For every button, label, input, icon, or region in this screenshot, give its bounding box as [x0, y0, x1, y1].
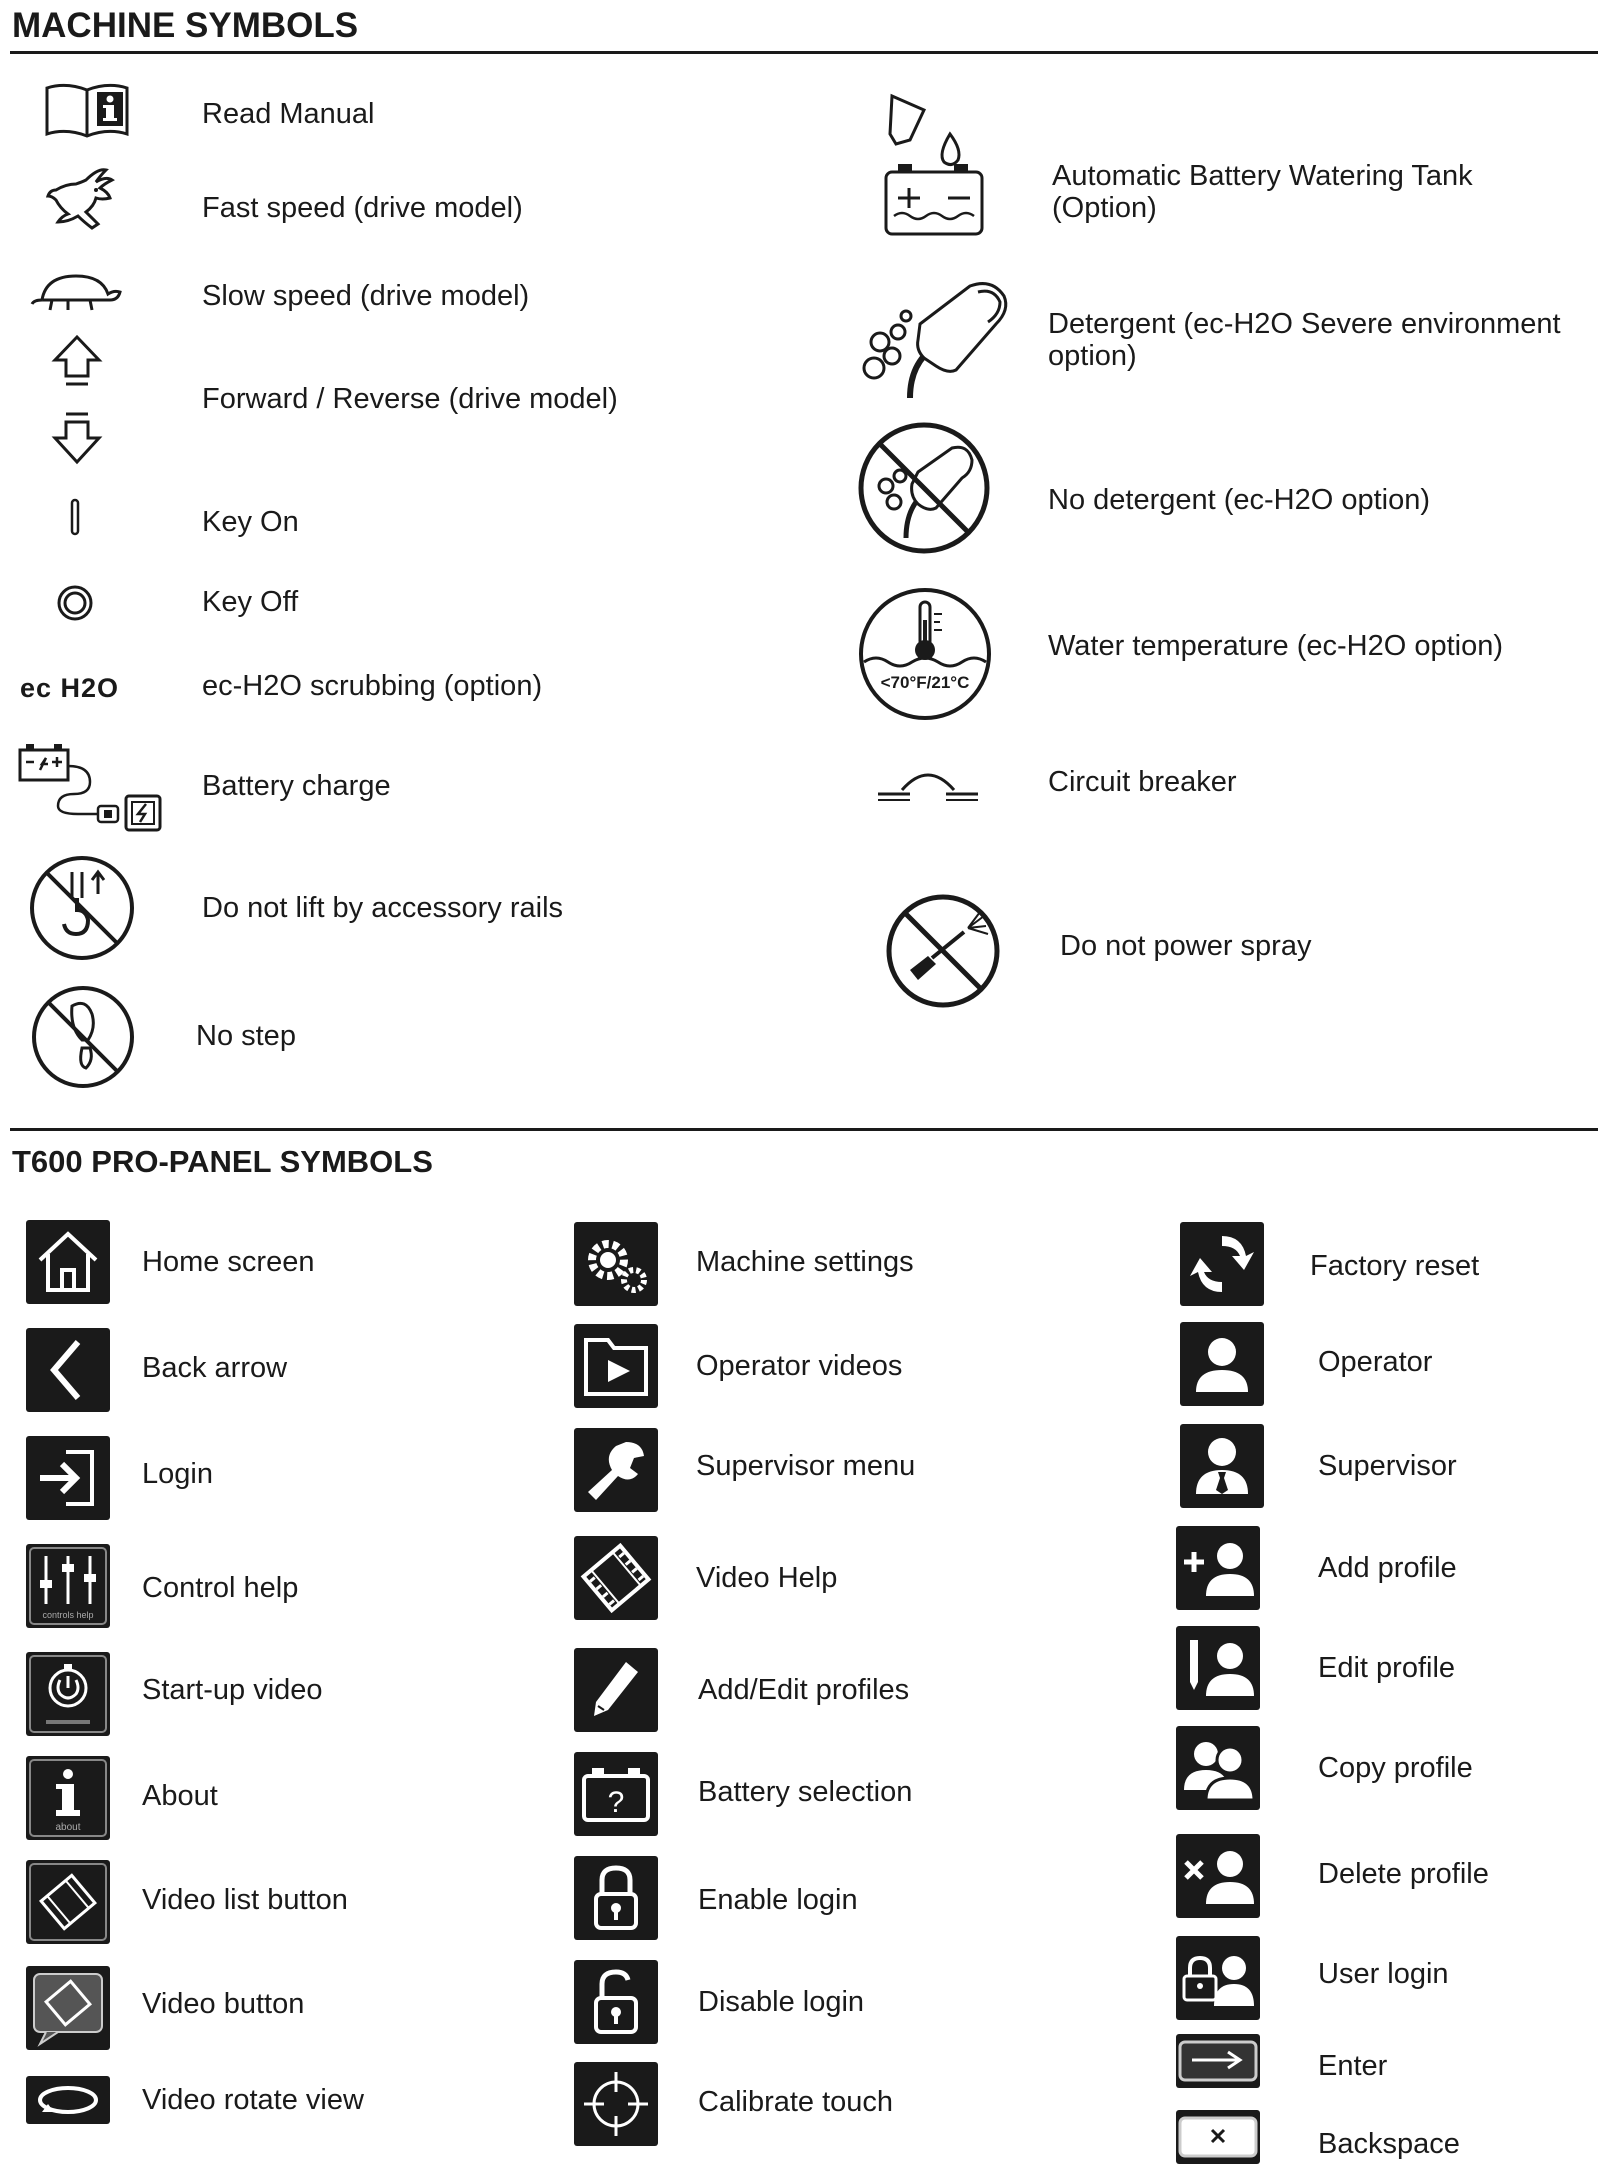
- operator-label: Operator: [1318, 1346, 1433, 1378]
- detergent-label: Detergent (ec-H2O Severe environment: [1048, 308, 1561, 340]
- back-arrow-icon: [26, 1328, 110, 1412]
- film-icon: [574, 1536, 658, 1620]
- water-temperature-label: Water temperature (ec-H2O option): [1048, 630, 1504, 662]
- slow-speed-label: Slow speed (drive model): [202, 280, 530, 312]
- enable-login-label: Enable login: [698, 1884, 858, 1916]
- wrench-icon: [574, 1428, 658, 1512]
- key-off-label: Key Off: [202, 586, 299, 618]
- about-caption: about: [55, 1822, 81, 1833]
- control-help-icon: [26, 1544, 110, 1628]
- ec-h2o-icon: ec H2O: [20, 673, 120, 703]
- no-power-spray-label: Do not power spray: [1060, 930, 1312, 962]
- video-rotate-label: Video rotate view: [142, 2084, 364, 2116]
- turtle-icon: [30, 270, 122, 314]
- edit-profile-label: Edit profile: [1318, 1652, 1456, 1684]
- user-login-label: User login: [1318, 1958, 1449, 1990]
- login-label: Login: [142, 1458, 213, 1490]
- ec-h2o-label: ec-H2O scrubbing (option): [202, 670, 543, 702]
- water-temperature-icon: [856, 586, 994, 722]
- enter-label: Enter: [1318, 2050, 1388, 2082]
- enter-icon: [1176, 2034, 1260, 2088]
- backspace-icon: [1176, 2110, 1260, 2164]
- add-profile-label: Add profile: [1318, 1552, 1457, 1584]
- detergent-label-line2: option): [1048, 340, 1137, 372]
- battery-watering-label-line2: (Option): [1052, 192, 1157, 224]
- factory-reset-icon: [1180, 1222, 1264, 1306]
- no-step-icon: [30, 984, 136, 1090]
- user-login-icon: [1176, 1936, 1260, 2020]
- edit-profile-icon: [1176, 1626, 1260, 1710]
- battery-watering-icon: [880, 92, 992, 242]
- operator-videos-icon: [574, 1324, 658, 1408]
- operator-videos-label: Operator videos: [696, 1350, 903, 1382]
- delete-profile-icon: [1176, 1834, 1260, 1918]
- fast-speed-label: Fast speed (drive model): [202, 192, 523, 224]
- video-list-label: Video list button: [142, 1884, 348, 1916]
- key-off-icon: [56, 584, 94, 622]
- battery-watering-label: Automatic Battery Watering Tank: [1052, 160, 1473, 192]
- supervisor-icon: [1180, 1424, 1264, 1508]
- battery-charge-label: Battery charge: [202, 770, 391, 802]
- lock-closed-icon: [574, 1856, 658, 1940]
- video-list-icon: [26, 1860, 110, 1944]
- video-button-label: Video button: [142, 1988, 305, 2020]
- no-step-label: No step: [196, 1020, 296, 1052]
- delete-profile-label: Delete profile: [1318, 1858, 1489, 1890]
- back-arrow-label: Back arrow: [142, 1352, 288, 1384]
- factory-reset-label: Factory reset: [1310, 1250, 1480, 1282]
- supervisor-label: Supervisor: [1318, 1450, 1457, 1482]
- home-screen-label: Home screen: [142, 1246, 315, 1278]
- startup-video-icon: [26, 1652, 110, 1736]
- panel-symbols-heading: T600 PRO-PANEL SYMBOLS: [12, 1144, 433, 1179]
- circuit-breaker-label: Circuit breaker: [1048, 766, 1237, 798]
- pencil-icon: [574, 1648, 658, 1732]
- supervisor-menu-label: Supervisor menu: [696, 1450, 916, 1482]
- copy-profile-icon: [1176, 1726, 1260, 1810]
- machine-symbols-heading: MACHINE SYMBOLS: [12, 6, 359, 45]
- video-help-label: Video Help: [696, 1562, 838, 1594]
- video-rotate-icon: [26, 2076, 110, 2124]
- no-lift-label: Do not lift by accessory rails: [202, 892, 564, 924]
- video-button-icon: [26, 1966, 110, 2050]
- add-edit-profiles-label: Add/Edit profiles: [698, 1674, 910, 1706]
- forward-reverse-label: Forward / Reverse (drive model): [202, 383, 618, 415]
- svg-text:?: ?: [607, 1786, 625, 1819]
- circuit-breaker-icon: [876, 760, 980, 802]
- key-on-icon: [68, 498, 82, 536]
- login-icon: [26, 1436, 110, 1520]
- no-detergent-label: No detergent (ec-H2O option): [1048, 484, 1431, 516]
- about-label: About: [142, 1780, 218, 1812]
- add-profile-icon: [1176, 1526, 1260, 1610]
- panel-symbols-rule: [10, 1128, 1598, 1131]
- control-help-caption: controls help: [42, 1610, 94, 1620]
- startup-video-label: Start-up video: [142, 1674, 323, 1706]
- read-manual-icon: [44, 80, 130, 138]
- calibrate-touch-label: Calibrate touch: [698, 2086, 894, 2118]
- temperature-threshold-text: <70°F/21°C: [880, 673, 970, 692]
- forward-reverse-arrows-icon: [52, 334, 102, 466]
- lock-open-icon: [574, 1960, 658, 2044]
- machine-settings-label: Machine settings: [696, 1246, 914, 1278]
- battery-selection-label: Battery selection: [698, 1776, 913, 1808]
- gears-icon: [574, 1222, 658, 1306]
- no-detergent-icon: [856, 420, 992, 556]
- about-icon: [26, 1756, 110, 1840]
- backspace-label: Backspace: [1318, 2128, 1460, 2160]
- detergent-icon: [860, 280, 1012, 404]
- rabbit-icon: [46, 166, 124, 236]
- crosshair-icon: [574, 2062, 658, 2146]
- machine-symbols-rule: [10, 51, 1598, 54]
- copy-profile-label: Copy profile: [1318, 1752, 1473, 1784]
- home-icon: [26, 1220, 110, 1304]
- no-power-spray-icon: [884, 892, 1002, 1010]
- battery-question-icon: [574, 1752, 658, 1836]
- operator-icon: [1180, 1322, 1264, 1406]
- disable-login-label: Disable login: [698, 1986, 865, 2018]
- key-on-label: Key On: [202, 506, 299, 538]
- control-help-label: Control help: [142, 1572, 299, 1604]
- battery-charge-icon: [18, 742, 164, 834]
- read-manual-label: Read Manual: [202, 98, 375, 130]
- no-lift-icon: [28, 854, 136, 962]
